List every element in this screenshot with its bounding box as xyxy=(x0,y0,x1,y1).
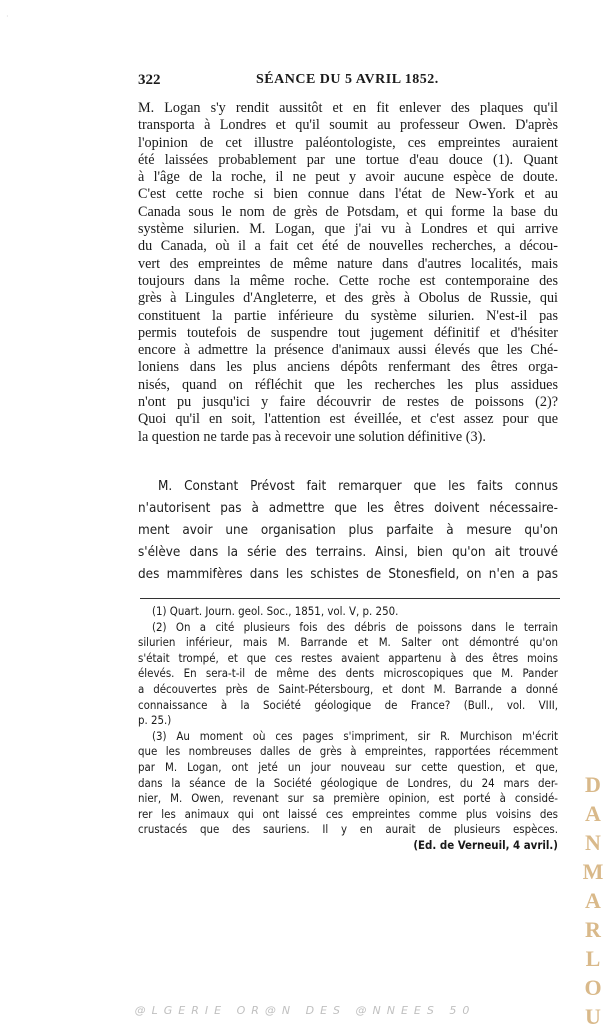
paragraph2-line: s'élève dans la série des terrains. Ainsi, bien qu'on ait trouvé xyxy=(138,545,558,560)
page-number: 322 xyxy=(138,72,161,88)
paragraph1-line: toujours dans la même roche. Cette roche est contemporaine des xyxy=(138,272,558,289)
scan-speck: · xyxy=(6,12,9,21)
paragraph1-line: constituent la partie inférieure du système silurien. N'est-il pas xyxy=(138,307,558,324)
paragraph-logan xyxy=(138,100,558,446)
footnote2-line: connaissance à la Société géologique de France? (Bull., vol. VIII, xyxy=(138,697,558,712)
paragraph2-line: des mammifères dans les schistes de Stonesfield, on n'en a pas xyxy=(138,567,558,582)
footer-watermark: @LGERIE OR@N DES @NNEES 50 xyxy=(134,1004,476,1017)
paragraph1-line: à l'âge de la roche, il ne peut y avoir aucune espèce de doute. xyxy=(138,169,558,186)
paragraph1-line: C'est cette roche si bien connue dans l'état de New-York et au xyxy=(138,186,558,203)
side-watermark xyxy=(582,770,606,1031)
paragraph1-line: Quoi qu'il en soit, l'attention est éveillée, et c'est assez pour que xyxy=(138,411,558,428)
side-watermark-letter: A xyxy=(585,888,603,913)
running-title: SÉANCE DU 5 AVRIL 1852. xyxy=(256,72,439,87)
footnote2-line: silurien inférieur, mais M. Barrande et M. Salter ont démontré qu'on xyxy=(138,635,558,650)
paragraph1-line: loniens dans les plus anciens dépôts renfermant des êtres orga- xyxy=(138,359,558,376)
side-watermark-letter: M xyxy=(582,859,606,884)
paragraph1-line: l'opinion de cet illustre paléontologiste, ces empreintes auraient xyxy=(138,134,558,151)
paragraph1-line: M. Logan s'y rendit aussitôt et en fit enlever des plaques qu'il xyxy=(138,100,558,116)
paragraph1-line: système silurien. M. Logan, que j'ai vu à Londres et qui arrive xyxy=(138,221,558,238)
side-watermark-letter: U xyxy=(585,1004,603,1029)
paragraph1-line: permis toutefois de suspendre tout jugement définitif et d'hésiter xyxy=(138,324,558,341)
paragraph1-line: encore à admettre la présence d'animaux aussi élevés que les Ché- xyxy=(138,342,558,359)
footnote3-line: (3) Au moment où ces pages s'impriment, sir R. Murchison m'écrit xyxy=(152,728,558,743)
footnote3-line: dans la séance de la Société géologique de Londres, du 24 mars der- xyxy=(138,775,558,790)
paragraph2-line: n'autorisent pas à admettre que les êtres doivent nécessaire- xyxy=(138,501,558,516)
paragraph1-line: nisés, quand on réfléchit que les recherches les plus assidues xyxy=(138,376,558,393)
footnote3-line: nier, M. Owen, revenant sur sa première opinion, est porté à considé- xyxy=(138,791,558,806)
paragraph1-line: été laissées probablement par une tortue d'eau douce (1). Quant xyxy=(138,151,558,168)
paragraph2-line: M. Constant Prévost fait remarquer que les faits connus xyxy=(158,479,558,494)
footnote1-line: (1) Quart. Journ. geol. Soc., 1851, vol. V, p. 250. xyxy=(152,604,399,618)
paragraph1-line: transporta à Londres et qu'il soumit au professeur Owen. D'après xyxy=(138,117,558,134)
footnote3-line: crustacés que des sauriens. Il y en aurait de plusieurs espèces. xyxy=(138,822,558,837)
side-watermark-letter: N xyxy=(585,830,603,855)
paragraph1-line: la question ne tarde pas à recevoir une solution définitive (3). xyxy=(138,428,486,445)
side-watermark-letter: L xyxy=(585,946,603,971)
side-watermark-letter: R xyxy=(585,917,603,942)
footnote3-line: que les nombreuses dalles de grès à empreintes, rapportées récemment xyxy=(138,744,558,759)
footnote2-line: élevés. En sera-t-il de même des dents microscopiques que M. Pander xyxy=(138,666,558,681)
footnote2-line: p. 25.) xyxy=(138,713,172,728)
paragraph1-line: du Canada, où il a fait cet été de nouvelles recherches, a décou- xyxy=(138,238,558,255)
footnote-signature: (Ed. de Verneuil, 4 avril.) xyxy=(413,837,558,852)
footnote-divider xyxy=(140,598,560,599)
footnotes xyxy=(138,604,558,854)
footnote2-line: s'était trompé, et que ces restes avaient appartenu à des êtres moins xyxy=(138,650,558,665)
side-watermark-letter: A xyxy=(585,801,603,826)
side-watermark-letter: O xyxy=(584,975,604,1000)
footnote3-line: rer les animaux qui ont laissé ces empreintes comme plus voisins des xyxy=(138,806,558,821)
paragraph1-line: n'ont pu jusqu'ici y faire découvrir de restes de poissons (2)? xyxy=(138,394,558,411)
paragraph1-line: vert des empreintes de même nature dans d'autres localités, mais xyxy=(138,255,558,272)
paragraph2-line: ment avoir une organisation plus parfaite à mesure qu'on xyxy=(138,523,558,538)
paragraph1-line: Canada sous le nom de grès de Potsdam, et qui forme la base du xyxy=(138,203,558,220)
paragraph1-line: grès à Lingules d'Angleterre, et des grès à Obolus de Russie, qui xyxy=(138,290,558,307)
side-watermark-letter: D xyxy=(585,772,603,797)
paragraph-prevost xyxy=(138,476,558,586)
footnote2-line: (2) On a cité plusieurs fois des débris de poissons dans le terrain xyxy=(152,619,558,634)
footnote2-line: a découvertes près de Saint-Pétersbourg, et dont M. Barrande a donné xyxy=(138,681,558,696)
page-header xyxy=(138,72,558,94)
footnote3-line: par M. Logan, ont jeté un jour nouveau sur cette question, et que, xyxy=(138,759,558,774)
